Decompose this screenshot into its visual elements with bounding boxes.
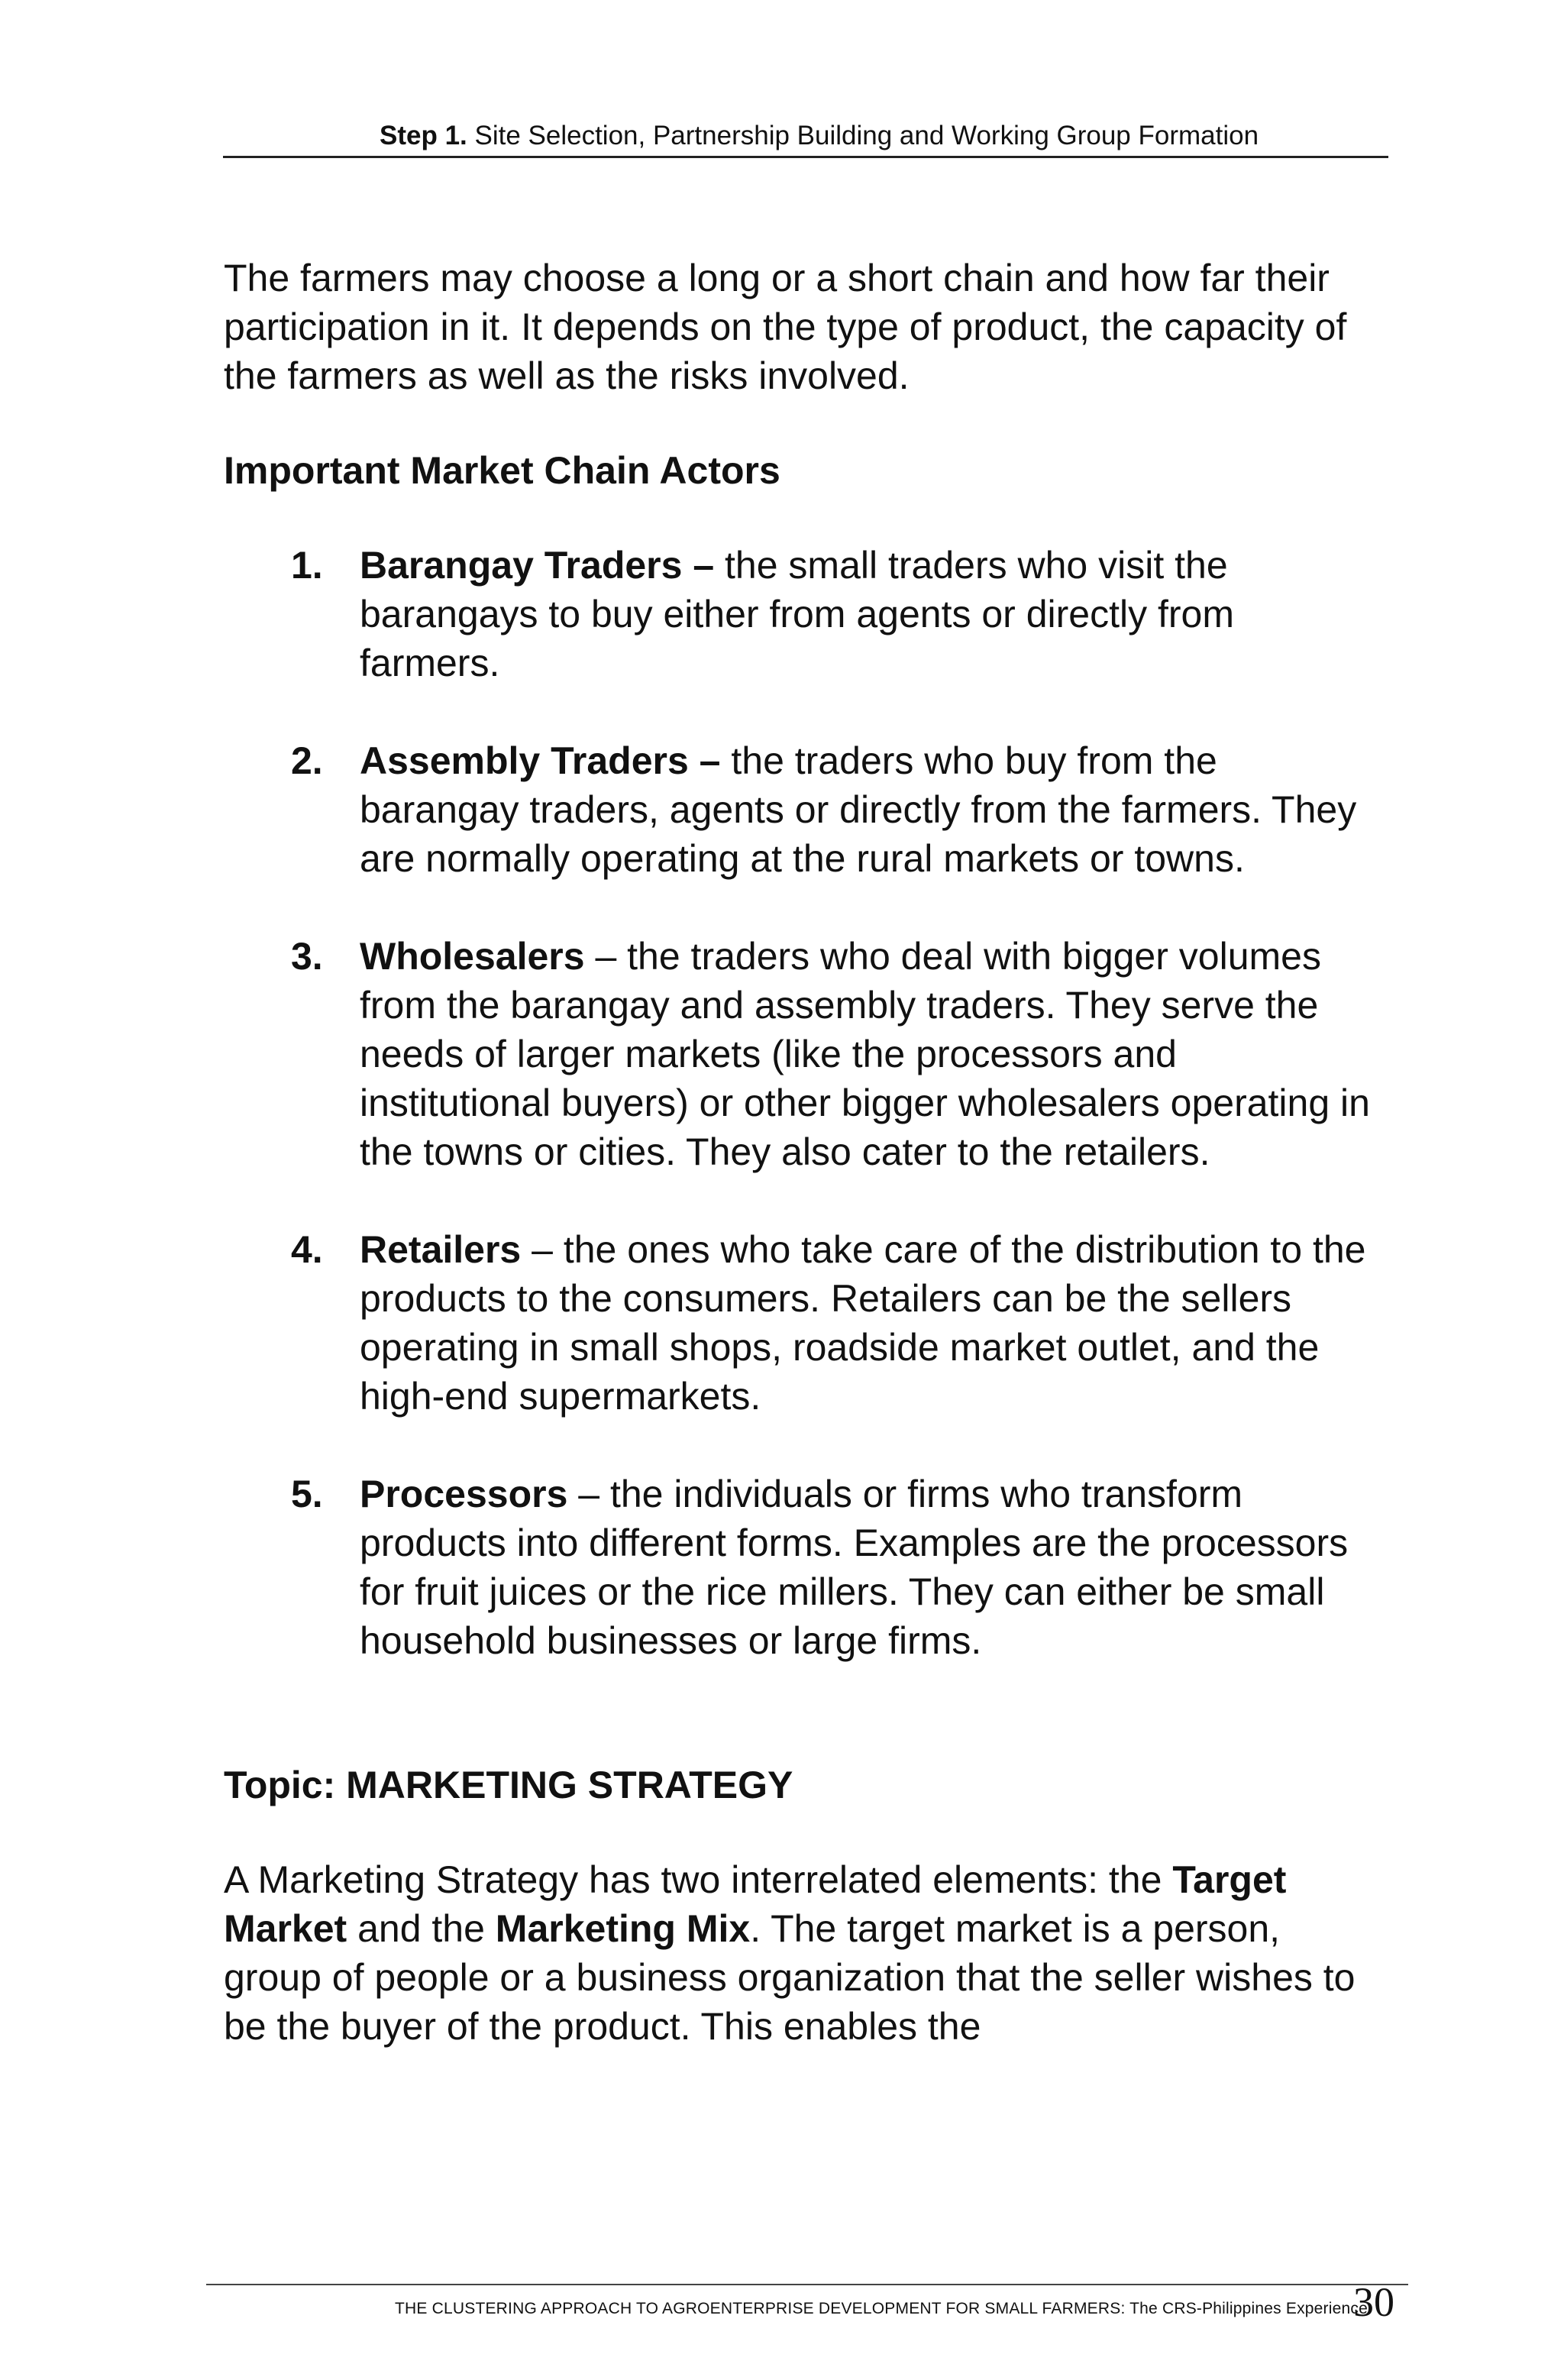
list-description: – the ones who take care of the distribution to the products to the consumers. Retailers can be the sellers operating in small shops, roadside market outlet, and the high-end supermarkets. <box>360 1228 1366 1418</box>
list-number: 4. <box>291 1228 323 1271</box>
list-item-barangay-traders <box>224 541 1377 687</box>
page-body <box>224 254 1377 2051</box>
strategy-text: . The target market is a person, group of people or a business organization that the seller wishes to be the buyer of the product. This enables the <box>224 1907 1356 2048</box>
page-number: 30 <box>1353 2279 1394 2325</box>
target-market-term: Target Market <box>224 1858 1287 1950</box>
list-item-wholesalers <box>224 932 1377 1176</box>
list-item-assembly-traders <box>224 736 1377 883</box>
intro-paragraph: The farmers may choose a long or a short chain and how far their participation in it. It depends on the type of product, the capacity of the farmers as well as the risks involved. <box>224 257 1347 397</box>
list-item-retailers <box>224 1225 1377 1421</box>
list-description: the small traders who visit the barangays to buy either from agents or directly from farmers. <box>360 544 1234 684</box>
marketing-mix-term: Marketing Mix <box>495 1907 751 1950</box>
list-term: Retailers <box>360 1228 522 1271</box>
list-number: 5. <box>291 1473 323 1515</box>
list-term: Barangay Traders – <box>360 544 715 587</box>
marketing-strategy-paragraph <box>224 1855 1377 2051</box>
list-description: – the traders who deal with bigger volumes from the barangay and assembly traders. They serve the needs of larger markets (like the processors and institutional buyers) or other bigger wholesalers operating in the towns or cities. They also cater to the retailers. <box>360 935 1370 1173</box>
list-number: 3. <box>291 935 323 978</box>
list-description: the traders who buy from the barangay traders, agents or directly from the farmers. They are normally operating at the rural markets or towns. <box>360 739 1357 880</box>
strategy-text: and the <box>347 1907 496 1950</box>
actors-heading: Important Market Chain Actors <box>224 449 780 492</box>
footer-divider <box>206 2284 1408 2285</box>
list-number: 2. <box>291 739 323 782</box>
list-description: – the individuals or firms who transform products into different forms. Examples are the processors for fruit juices or the rice millers. They can either be small household businesses or large firms. <box>360 1473 1349 1662</box>
footer-book-title: THE CLUSTERING APPROACH TO AGROENTERPRISE DEVELOPMENT FOR SMALL FARMERS: The CRS-Philippines Experience <box>395 2300 1368 2317</box>
header-text <box>380 121 1259 151</box>
list-term: Assembly Traders – <box>360 739 721 782</box>
step-label: Step 1. <box>380 121 467 150</box>
topic-heading: Topic: MARKETING STRATEGY <box>224 1764 793 1806</box>
strategy-text: A Marketing Strategy has two interrelated elements: the <box>224 1858 1173 1901</box>
list-term: Processors <box>360 1473 568 1515</box>
list-item-processors <box>224 1470 1377 1665</box>
list-term: Wholesalers <box>360 935 585 978</box>
list-number: 1. <box>291 544 323 587</box>
section-title: Site Selection, Partnership Building and Working Group Formation <box>474 121 1259 150</box>
running-header <box>223 116 1388 158</box>
actors-list <box>224 541 1377 1665</box>
